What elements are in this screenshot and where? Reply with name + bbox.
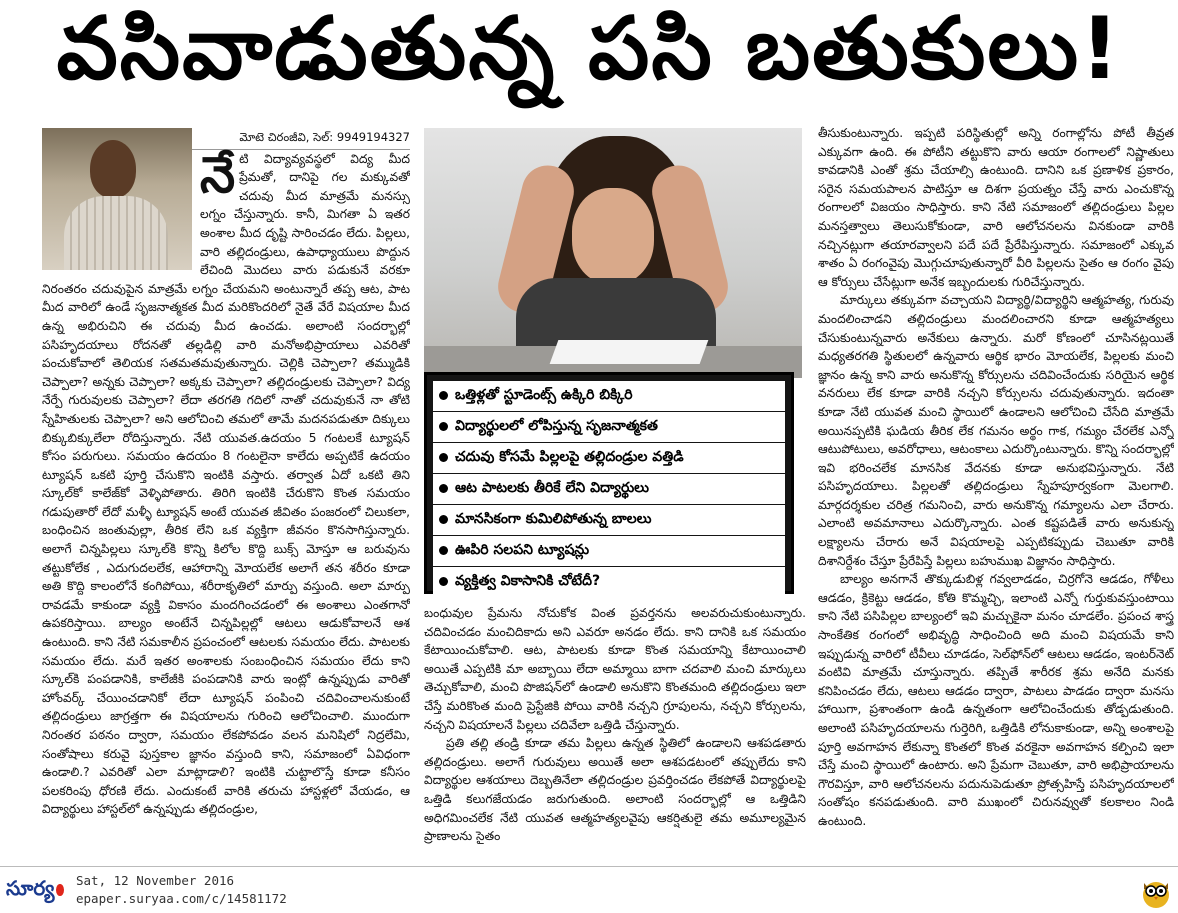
suryaa-logo[interactable]: సూర్య <box>6 875 64 905</box>
sun-icon <box>56 884 64 896</box>
paragraph: మార్కులు తక్కువగా వచ్చాయని విద్యార్థి/విద్యార్థిని ఆత్మహత్య, గురువు మందలించాడని తల్లిదండ్రులు మందలించారని కూడా ఆత్మహత్యలు చేసుకుంటున్నవారు అనేకులు ఉన్నారు. మరో కోణంలో చూసినట్లయితే మధ్యతరగతి స్థితులలో ఉన్నవారు ఆర్థిక భారం మోయలేక, పిల్లలకు మంచి జ్ఞానం ఉన్న కాని వారు అనుకొన్న కోర్సులను చదివించేందుకు సరియైన ఆర్థిక వనరులు లేక కూడా వారికి నచ్చని కోర్సులను చదువుతున్నారు. ఇదంతా కూడా నేటి యువత మంచి స్థాయిలో ఉండాలని ఆలోచించి చేసేది మాత్రమే అయినప్పటికి ఘడియ తీరిక లేక గమనం అర్థం గాక, గమ్యం చేరలేక ఎన్నో ఆటుపోటులు, అవరోధాలు, ఆటంకాలు ఎదుర్కొంటున్నారు. కొన్ని సందర్భాల్లో ఇవి భరించలేక మానసిక వేదనకు కూడా అనుభవిస్తున్నారు. నేటి పసిహృదయాలు. పిల్లలతో తల్లిదండ్రులు స్నేహపూర్వకంగా మెలగాలి. మార్గదర్శకుల చరిత్ర గమనించి, వారు అనుకొన్న గమ్యాలను ఎలా చేరారు. ఎలాంటి అవమానాలు ఎదుర్కొన్నారు. ఎంత కష్టపడితే వారు అనుకున్న లక్ష్యాలను చేరారు అనే విషయాలపై ఎప్పటికప్పుడు చెబుతూ వారికి దిశానిర్దేశం చేస్తూ ప్రేరేపిస్తే పిల్లలు బహుముఖ విజ్ఞానం సాధిస్తారు. <box>818 293 1174 568</box>
article-column-2 <box>424 604 806 866</box>
drop-cap: నే <box>200 145 236 204</box>
bullet-icon <box>439 391 448 400</box>
highlight-item: మానసికంగా కుమిలిపోతున్న బాలలు <box>433 505 785 535</box>
highlight-item: విద్యార్థులలో లోపిస్తున్న సృజనాత్మకత <box>433 412 785 442</box>
bullet-icon <box>439 422 448 431</box>
highlight-item: ఆట పాటలకు తీరికే లేని విద్యార్థులు <box>433 474 785 504</box>
bullet-icon <box>439 577 448 586</box>
author-photo <box>42 128 192 270</box>
bullet-icon <box>439 484 448 493</box>
footer <box>0 866 1178 913</box>
highlight-item: వ్యక్తిత్వ వికాసానికి చోటేదీ? <box>433 567 785 597</box>
paragraph: బాల్యం అనగానే తొక్కుడుబిళ్ల గవ్వలాడడం, చిర్రగోనె ఆడడం, గోళీలు ఆడడం, క్రికెట్టు ఆడడం, కోతి కొమ్మచ్చి, ఇలాంటి ఎన్నో గుర్తుకువస్తుంటాయి కాని నేటి పసిపిల్లల బాల్యంలో ఇవి మచ్చుకైనా మనం చూడలేం. ప్రపంచ శాస్త్ర సాంకేతిక రంగంలో అభివృద్ధి సాధించింది అది మంచి విషయమే కాని ఇప్పుడున్న వారిలో టీవీలు చూడడం, సెల్‌ఫోన్‌లో ఆటలు ఆడడం, ఇంటర్‌నెట్ వంటివి మాత్రమే చూస్తున్నారు. తప్పితే శారీరక శ్రమ అనేది మనకు కనిపించడం లేదు, ఆటలు ఆడడం ద్వారా, పాటలు పాడడం ద్వారా మనసు హాయిగా, ప్రశాంతంగా ఉండి ఉన్నతంగా ఆలోచించేందుకు తోడ్పడుతుంది. అలాంటి పసిహృదయాలను గుర్తెరిగి, ఒత్తిడికి లోనుకాకుండా, అన్ని అంశాలపై పూర్తి అవగాహన లేకున్నా కొంతలో కొంత వరకైనా అవగాహన కల్పించి ఇలా చేస్తే మంచి స్థాయిలో ఉంటారు. అని ప్రేమగా చెబుతూ, వారి అభిప్రాయాలను గౌరవిస్తూ, వారి ఆలోచనలను పదునుపెడుతూ ప్రోత్సహిస్తే పసిహృదయాలలో సంతోషం కనపడుతుంది. వారి ముఖంలో చిరునవ్వుతో కలకాలం నిండి ఉంటుంది. <box>818 572 1174 828</box>
epaper-url[interactable]: epaper.suryaa.com/c/14581172 <box>76 891 287 906</box>
article-column-3 <box>818 124 1174 864</box>
highlights-box <box>424 372 794 594</box>
bullet-icon <box>439 453 448 462</box>
byline: మోటె చిరంజీవి, సెల్: 9949194327 <box>42 128 410 150</box>
highlight-item: చదువు కోసమే పిల్లలపై తల్లిదండ్రుల వత్తిడి <box>433 443 785 473</box>
paragraph: నేటి విద్యావ్యవస్థలో విద్య మీద ప్రేమతో, దానిపై గల మక్కువతో చదువు మీద మాత్రమే మనస్సు లగ్నం చేస్తున్నారు. కానీ, మిగతా ఏ ఇతర అంశాల మీద దృష్టి సారించడం లేదు. పిల్లలు, వారి తల్లిదండ్రులు, ఉపాధ్యాయులు పొద్దున లేచింది మొదలు వారు పడుకునే వరకూ నిరంతరం చదువుపైన మాత్రమే లగ్నం చేయమని అంటున్నారే తప్ప ఆట, పాట మీద వారిలో ఉండే సృజనాత్మకత మీద మరికొందరిలో నైతే వేరే విషయాల మీద ఉన్న అభిరుచిని ఈ చదువు మీద ఉంచడు. అలాంటి సందర్భాల్లో పసిహృదయాలు రోదనతో తల్లడిల్లి వారి మనోఅభిప్రాయాలు ఎవరితో పంచుకోవాలో తెలియక సతమతమవుతున్నారు. చెల్లికి చెప్పాలా? తమ్ముడికి చెప్పాలా? అన్నకు చెప్పాలా? అక్కకు చెప్పాలా? తల్లిదండ్రులకు చెప్పాలా? విద్య నేర్పే గురువులకు చెప్పాలా? లేదా తరగతి గదిలో నాతో చదువుకునే నా తోటి స్నేహితులకు చెప్పాలా? అని ఆలోచించి తమలో తామే మదనపడుతూ దిక్కులు బిక్కుబిక్కులేలా రోదిస్తున్నారు. నేటి యువత.ఉదయం 5 గంటలకే ట్యూషన్ కోసం పరుగులు. సమయం ఉదయం 8 గంటలైనా కాలేదు అప్పటికే ఉదయం ట్యూషన్ ఒకటి పూర్తి చేసుకొని ఇంటికి వస్తారు. తర్వాత ఏదో ఒకటి తిని స్కూల్‌కో కాలేజ్‌కో వెళ్ళిపోతారు. తిరిగి ఇంటికి చేరుకొని కొంత సమయం గడుపుతారో లేదో మళ్ళీ ట్యూషన్ అంటే యువత జీవితం పంజరంలో చిలుకలా, బంధించిన జంతువుల్లా, తీరిక లేని ఒక వ్యక్తిగా జీవనం కొనసాగిస్తున్నారు. అలాగే చిన్నపిల్లలు స్కూల్‌కి కొన్ని కిలోల కొద్ది బుక్స్ మోస్తూ ఆ బరువును తట్టుకోలేక , ఎదుగుదలలేక, ఆహారాన్ని మోయలేక అలాగే తన శరీరం కూడా అతి కొద్ది కాలంలోనే కంగిపోయి, శరీరాకృతిలో మార్పు వస్తుంది. అలా మార్పు రావడమే కాకుండా వ్యక్తి వికాసం మందగించడంలో ఈ అంశాలు ఎంతగానో ఉపకరిస్తాయి. బాల్యం అంటేనే చిన్నపిల్లల్లో ఆటలు ఆడుకోవాలనే ఆశ ఉంటుంది. కాని నేటి సమకాలీన ప్రపంచంలో ఆటలకు సమయం లేదు. పాటలకు సమయం లేదు. మరే ఇతర అంశాలకు సంబంధించిన సమయం లేదు కాని స్కూల్‌కి పంపడానికి, కాలేజీకి పంపడానికి వారు ఇంట్లో ఉన్నప్పుడు వారితో హోంవర్క్ చేయించడానికో లేదా ట్యూషన్ పంపించి చదివించాలనుకుంటే తల్లిదండ్రులు జాగ్రత్తగా ఈ విషయాలను గురించి ఆలోచించాలి. ముందుగా నిరంతర పఠనం ద్వారా, సమయం లేకపోవడం వలన మనిషిలో నిద్రలేమి, సంతోషాలు కరువై పుస్తకాల జ్ఞానం వస్తుంది కాని, సమాజంలో ఏవిధంగా ఉండాలి.? ఎవరితో ఎలా మాట్లాడాలి? ఇంటికి చుట్టాలొస్తే కూడా కనీసం పలకరింపు ధోరణి లేదు. ఎందుకంటే వారికి తరుచు హాస్టళ్లలో వేయడం, ఆ విద్యార్థులు హాస్టల్‌లో ఉన్నప్పుడు తల్లిదండ్రుల, <box>42 145 410 817</box>
paragraph: ప్రతి తల్లి తండ్రి కూడా తమ పిల్లలు ఉన్నత స్థితిలో ఉండాలని ఆశపడతారు తల్లిదండ్రులు. అలాగే గురువులు అయితే అలా ఆశపడటంలో తప్పులేదు కాని విద్యార్థుల ఆశయాలు దెబ్బతినేలా తల్లిదండ్రుల ప్రవర్తించడం లేకపోతే విద్యార్థులపై ఒత్తిడి కలుగజేయడం జరుగుతుంది. అలాంటి సందర్భాల్లో ఆ ఒత్తిడిని అధిగమించలేక నేటి యువత ఆత్మహత్యలవైపు ఆకర్షితులై తమ అమూల్యమైన ప్రాణాలను సైతం <box>424 736 806 844</box>
article-column-1 <box>42 128 410 863</box>
highlight-item: ఒత్తిళ్లతో స్టూడెంట్స్ ఉక్కిరి బిక్కిరి <box>433 381 785 411</box>
owl-mascot-icon <box>1138 873 1174 909</box>
bullet-icon <box>439 546 448 555</box>
paragraph: బంధువుల ప్రేమను నోచుకోక వింత ప్రవర్తనను అలవరుచుకుంటున్నారు. చదివించడం మంచిదికాదు అని ఎవరూ అనడం లేదు. కాని దానికి ఒక సమయం కేటాయించుకోవాలి. ఆట, పాటలకు కూడా కొంత సమయాన్ని కేటాయించాలి అయితే ఎప్పటికి మా అబ్బాయి లేదా అమ్మాయి బాగా చదవాలి మంచి మార్కులు తెచ్చుకోవాలి, మంచి పొజిషన్‌లో ఉండాలి అనుకొని కొంతమంది తల్లిదండ్రులు ఇలా చేస్తే మరికొంత మంది ప్రెస్టేజికి పోయి వారికి నచ్చని గ్రూపులను, నచ్చని కోర్సులను, నచ్చని విషయాలనే పిల్లలు చదివేలా ఒత్తిడి చేస్తున్నారు. <box>424 606 806 732</box>
highlight-item: ఊపిరి సలపని ట్యూషన్లు <box>433 536 785 566</box>
edition-date: Sat, 12 November 2016 <box>76 873 235 888</box>
bullet-icon <box>439 515 448 524</box>
paragraph: తీసుకుంటున్నారు. ఇప్పటి పరిస్థితుల్లో అన్ని రంగాల్లోను పోటీ తీవ్రత ఎక్కువగా ఉంది. ఈ పోటీని తట్టుకొని వారు ఆయా రంగాలలో నిష్ణాతులు కావడానికి ఎంతో శ్రమ చేయాల్సి ఉంటుంది. దానిని ఒక ప్రణాళిక ప్రకారం, సరైన సమయపాలన పాటిస్తూ ఆ దిశగా ప్రయత్నం చేస్తే వారు ఎంచుకొన్న రంగాలలో విజయం సాధిస్తారు. కాని నేటి సమాజంలో తల్లిదండ్రులు పిల్లల మనస్తత్వాలు తెలుసుకోకుండా, వారి ఆలోచనలను వినకుండా వారికి నచ్చినట్లుగా తయారవ్వాలని పదే పదే ప్రేరేపిస్తున్నారు. సమాజంలో ఎక్కువ శాతం ఏ రంగంవైపు మొగ్గుచూపుతున్నారో వీరి పిల్లలను సైతం ఆ రంగం వైపు ఆ కోర్సులు చేసేట్లుగా అనేక ఇబ్బందులకు గురిచేస్తున్నారు. <box>818 126 1174 289</box>
headline: వసివాడుతున్న పసి బతుకులు! <box>56 0 1122 99</box>
stressed-student-photo <box>424 128 802 378</box>
